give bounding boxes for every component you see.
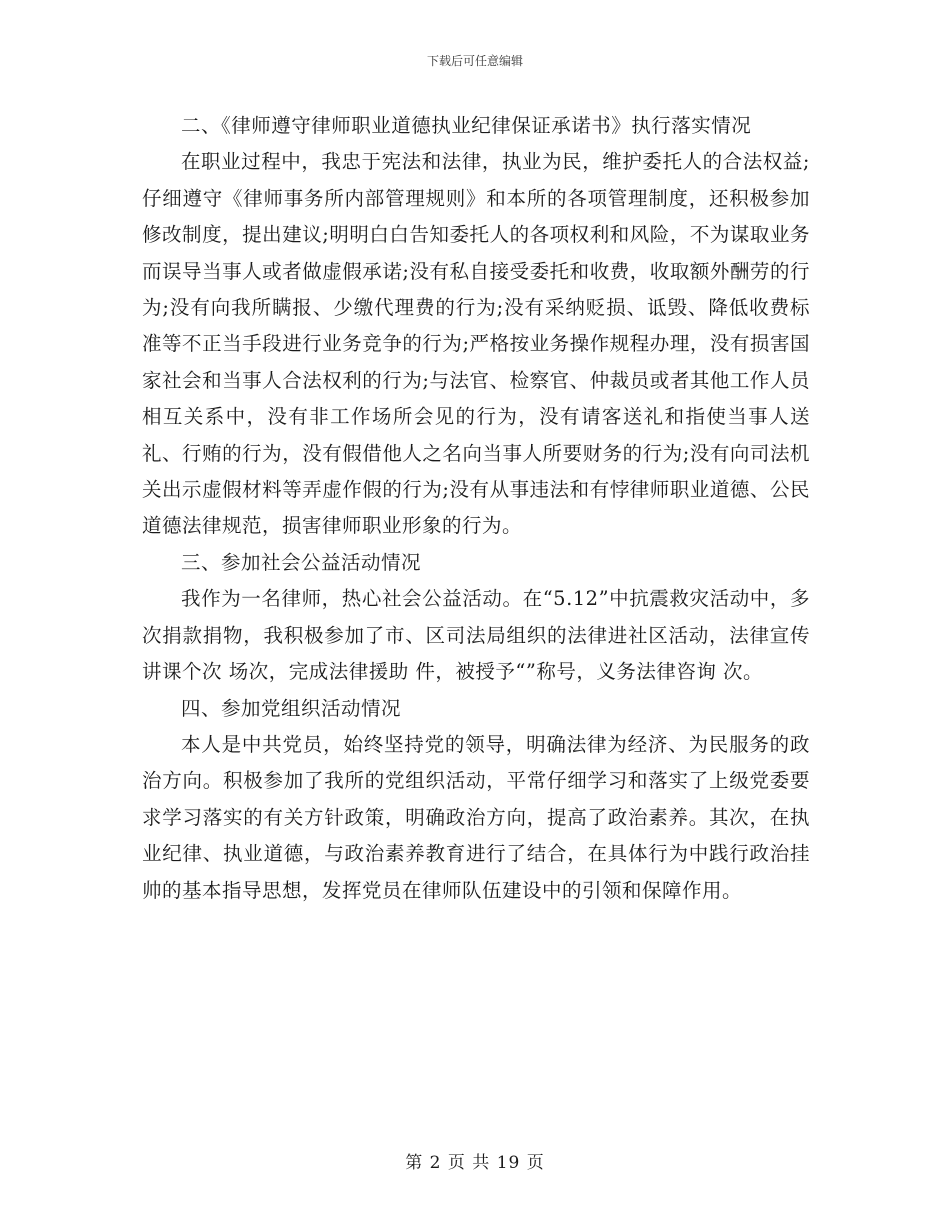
section-heading: 三、参加社会公益活动情况 [181, 550, 422, 574]
document-body [142, 108, 810, 909]
section-heading: 二、《律师遵守律师职业道德执业纪律保证承诺书》执行落实情况 [181, 114, 752, 137]
page-number: 第 2 页 共 19 页 [405, 1153, 545, 1173]
section-heading: 四、参加党组织活动情况 [181, 696, 402, 720]
section-paragraph: 在职业过程中，我忠于宪法和法律，执业为民，维护委托人的合法权益;仔细遵守《律师事务所内部管理规则》和本所的各项管理制度，还积极参加修改制度，提出建议;明明白白告知委托人的各项权利和风险，不为谋取业务而误导当事人或者做虚假承诺;没有私自接受委托和收费，收取额外酬劳的行为;没有向我所瞒报、少缴代理费的行为;没有采纳贬损、诋毁、降低收费标准等不正当手段进行业务竞争的行为;严格按业务操作规程办理，没有损害国家社会和当事人合法权利的行为;与法官、检察官、仲裁员或者其他工作人员相互关系中，没有非工作场所会见的行为，没有请客送礼和指使当事人送礼、行贿的行为，没有假借他人之名向当事人所要财务的行为;没有向司法机关出示虚假材料等弄虚作假的行为;没有从事违法和有悖律师职业道德、公民道德法律规范，损害律师职业形象的行为。 [142, 150, 810, 538]
page-header-note: 下载后可任意编辑 [426, 54, 523, 68]
section-paragraph: 本人是中共党员，始终坚持党的领导，明确法律为经济、为民服务的政治方向。积极参加了我所的党组织活动，平常仔细学习和落实了上级党委要求学习落实的有关方针政策，明确政治方向，提高了政治素养。其次，在执业纪律、执业道德，与政治素养教育进行了结合，在具体行为中践行政治挂帅的基本指导思想，发挥党员在律师队伍建设中的引领和保障作用。 [142, 732, 810, 902]
section-paragraph: 我作为一名律师，热心社会公益活动。在“5.12”中抗震救灾活动中，多次捐款捐物，我积极参加了市、区司法局组织的法律进社区活动，法律宣传讲课个次 场次，完成法律援助 件，被授予“”称号，义务法律咨询 次。 [142, 587, 810, 684]
